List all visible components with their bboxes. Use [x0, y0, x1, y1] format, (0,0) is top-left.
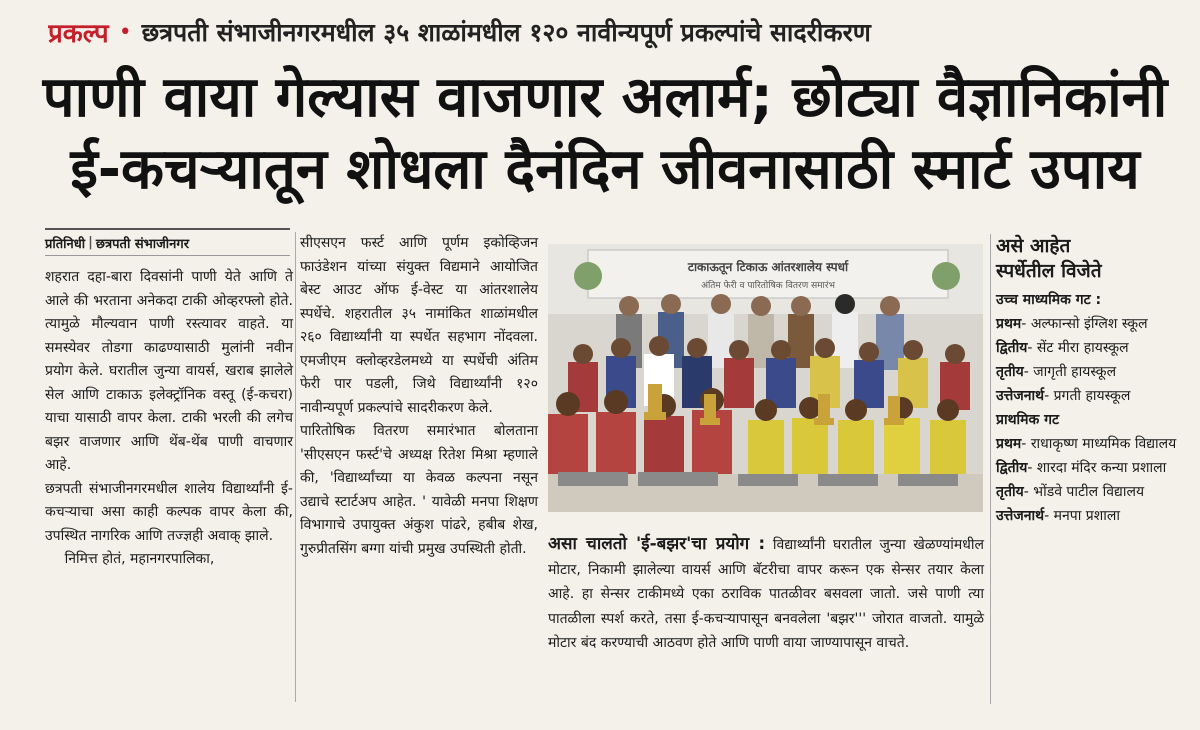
article-paragraph: निमित्त होतं, महानगरपालिका, — [64, 551, 215, 567]
winners-title-line-2: स्पर्धेतील विजेते — [996, 260, 1102, 282]
winner-entry: उत्तेजनार्थ- मनपा प्रशाला — [996, 508, 1120, 524]
winner-name: प्रगती हायस्कूल — [1053, 388, 1131, 404]
column-divider — [990, 234, 991, 704]
winner-name: मनपा प्रशाला — [1053, 508, 1120, 524]
headline — [40, 62, 1170, 206]
winner-entry: उत्तेजनार्थ- प्रगती हायस्कूल — [996, 388, 1131, 404]
winner-entry: द्वितीय- सेंट मीरा हायस्कूल — [996, 340, 1129, 356]
caption-heading: असा चालतो 'ई-बझर'चा प्रयोग : — [548, 534, 766, 554]
winner-rank: द्वितीय — [996, 460, 1028, 476]
photo-caption — [548, 532, 984, 656]
photo-banner-line-2: अंतिम फेरी व पारितोषिक वितरण समारंभ — [701, 281, 835, 291]
winner-name: शारदा मंदिर कन्या प्रशाला — [1036, 460, 1167, 476]
article-paragraph: सीएसएन फर्स्ट आणि पूर्णम इकोव्हिजन फाउंडेशन यांच्या संयुक्त विद्यमाने आयोजित बेस्ट आउट ऑफ ई-वेस्ट या आंतरशालेय स्पर्धेचे. शहरातील ३५ नामांकित शाळांमधील २६० विद्यार्थ्यांनी या स्पर्धेत सहभाग नोंदवला. एमजीएम क्लोव्हरडेलमध्ये या स्पर्धेची अंतिम फेरी पार पडली, जिथे विद्यार्थ्यांनी १२० नावीन्यपूर्ण प्रकल्पांचे सादरीकरण केले. — [300, 235, 538, 416]
photo-banner-line-1: टाकाऊतून टिकाऊ आंतरशालेय स्पर्धा — [687, 260, 849, 274]
kicker-text: छत्रपती संभाजीनगरमधील ३५ शाळांमधील १२० नावीन्यपूर्ण प्रकल्पांचे सादरीकरण — [141, 18, 871, 47]
event-photo-illustration — [548, 244, 983, 512]
article-paragraph: पारितोषिक वितरण समारंभात बोलताना 'सीएसएन फर्स्ट'चे अध्यक्ष रितेश मिश्रा म्हणाले की, 'विद्यार्थ्यांच्या या केवळ कल्पना नसून उद्याचे स्टार्टअप आहेत. ' यावेळी मनपा शिक्षण विभागाचे उपायुक्त अंकुश पांढरे, हबीब शेख, गुरुप्रीतसिंग बग्गा यांची प्रमुख उपस्थिती होती. — [300, 423, 538, 557]
event-photo — [548, 244, 983, 512]
headline-line-1: पाणी वाया गेल्यास वाजणार अलार्म; छोट्या वैज्ञानिकांनी — [42, 65, 1168, 130]
caption-text: विद्यार्थ्यांनी घरातील जुन्या खेळण्यांमधील मोटार, निकामी झालेल्या वायर्स आणि बॅटरीचा वापर करून एक सेन्सर तयार केला आहे. हा सेन्सर टाकीमध्ये एका ठराविक पातळीवर बसवला जातो. जसे पाणी त्या पातळीला स्पर्श करते, तसा ई-कचऱ्यापासून बनवलेला 'बझर''' जोरात वाजतो. यामुळे मोटार बंद करण्याची आठवण होते आणि पाणी वाया जाण्यापासून वाचते. — [548, 537, 985, 651]
winners-sidebar — [996, 234, 1188, 528]
byline — [45, 228, 290, 256]
byline-separator: | — [88, 235, 93, 250]
winners-title-line-1: असे आहेत — [996, 235, 1071, 257]
winner-name: राधाकृष्ण माध्यमिक विद्यालय — [1030, 436, 1177, 452]
winner-entry: प्रथम- अल्फान्सो इंग्लिश स्कूल — [996, 316, 1148, 332]
article-column-2 — [300, 232, 538, 561]
winner-rank: द्वितीय — [996, 340, 1028, 356]
headline-line-2: ई-कचऱ्यातून शोधला दैनंदिन जीवनासाठी स्मार्ट उपाय — [70, 137, 1140, 202]
article-paragraph: छत्रपती संभाजीनगरमधील शालेय विद्यार्थ्यांनी ई-कचऱ्याचा असा काही कल्पक वापर केला की, उपस्थित नागरिक आणि तज्ज्ञही अवाक् झाले. — [45, 480, 293, 544]
winner-rank: उत्तेजनार्थ — [996, 508, 1045, 524]
winner-rank: प्रथम — [996, 316, 1022, 332]
article-paragraph: शहरात दहा-बारा दिवसांनी पाणी येते आणि ते आले की भरताना अनेकदा टाकी ओव्हरफ्लो होते. त्यामुळे मौल्यवान पाणी रस्त्यावर वाहते. या समस्येवर तोडगा काढण्यासाठी मुलांनी नवीन प्रयोग केले. घरातील जुन्या वायर्स, खराब झालेले सेल आणि टाकाऊ इलेक्ट्रॉनिक वस्तू (ई-कचरा) याचा यासाठी वापर केला. टाकी भरली की लगेच बझर वाजणार आणि थेंब-थेंब पाणी वाचणार आहे. — [45, 269, 293, 473]
winner-rank: तृतीय — [996, 364, 1024, 380]
column-divider — [295, 232, 296, 702]
winner-rank: उत्तेजनार्थ — [996, 388, 1045, 404]
byline-city: छत्रपती संभाजीनगर — [95, 236, 190, 252]
winner-name: जागृती हायस्कूल — [1033, 364, 1117, 380]
winner-name: अल्फान्सो इंग्लिश स्कूल — [1030, 316, 1148, 332]
winner-entry: प्रथम- राधाकृष्ण माध्यमिक विद्यालय — [996, 436, 1177, 452]
kicker — [48, 12, 1188, 52]
winners-title — [996, 234, 1188, 284]
kicker-tag: प्रकल्प — [48, 19, 109, 49]
winner-entry: तृतीय- जागृती हायस्कूल — [996, 364, 1117, 380]
winner-name: सेंट मीरा हायस्कूल — [1036, 340, 1129, 356]
winner-name: भोंडवे पाटील विद्यालय — [1033, 484, 1145, 500]
byline-reporter: प्रतिनिधी — [45, 236, 86, 252]
kicker-bullet: • — [118, 19, 132, 45]
winners-group-heading: प्राथमिक गट — [996, 412, 1060, 428]
winner-rank: प्रथम — [996, 436, 1022, 452]
article-column-1 — [45, 266, 293, 572]
winner-rank: तृतीय — [996, 484, 1024, 500]
winner-entry: तृतीय- भोंडवे पाटील विद्यालय — [996, 484, 1145, 500]
winner-entry: द्वितीय- शारदा मंदिर कन्या प्रशाला — [996, 460, 1167, 476]
winners-group-heading: उच्च माध्यमिक गट : — [996, 292, 1102, 308]
